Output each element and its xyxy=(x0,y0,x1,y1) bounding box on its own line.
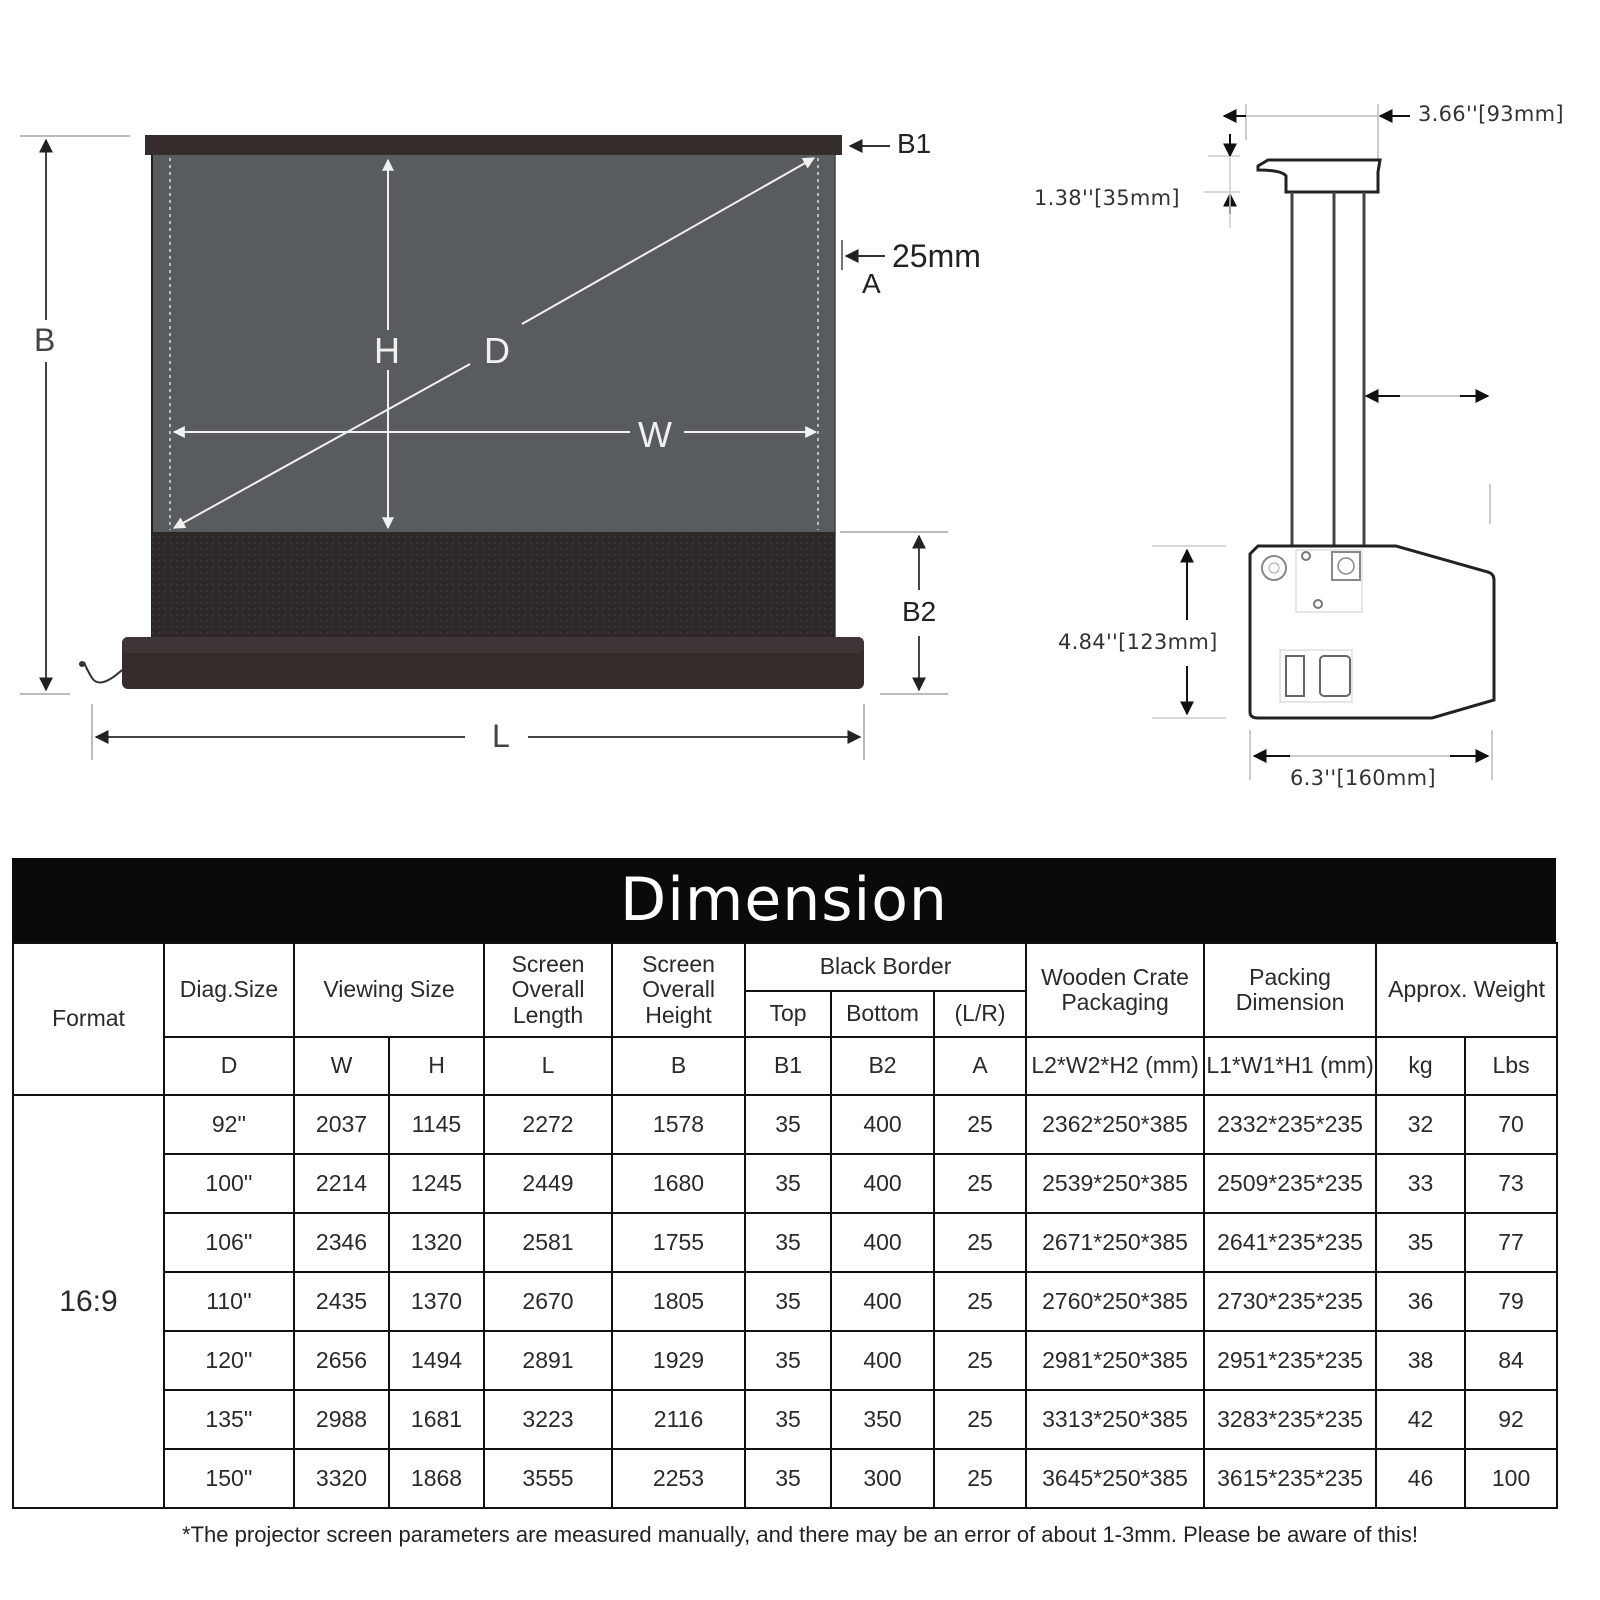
cell-d: 106'' xyxy=(164,1213,294,1272)
cell-b2: 400 xyxy=(831,1213,934,1272)
cell-b1: 35 xyxy=(745,1213,831,1272)
label-h: H xyxy=(374,330,400,371)
cell-packing: 2332*235*235 xyxy=(1204,1095,1376,1154)
subheader-w: W xyxy=(294,1037,389,1095)
cell-lbs: 79 xyxy=(1465,1272,1557,1331)
header-wooden-crate: Wooden Crate Packaging xyxy=(1026,943,1204,1037)
cell-h: 1494 xyxy=(389,1331,484,1390)
cell-b1: 35 xyxy=(745,1390,831,1449)
table-row xyxy=(13,1154,1557,1213)
cell-h: 1370 xyxy=(389,1272,484,1331)
subheader-h: H xyxy=(389,1037,484,1095)
cell-packing: 2951*235*235 xyxy=(1204,1331,1376,1390)
header-format: Format xyxy=(13,943,164,1095)
label-b2: B2 xyxy=(902,596,937,627)
cell-crate: 2539*250*385 xyxy=(1026,1154,1204,1213)
cell-a: 25 xyxy=(934,1154,1026,1213)
cell-kg: 33 xyxy=(1376,1154,1465,1213)
cell-b: 1755 xyxy=(612,1213,745,1272)
header-diag-size: Diag.Size xyxy=(164,943,294,1037)
cell-d: 110'' xyxy=(164,1272,294,1331)
cell-w: 3320 xyxy=(294,1449,389,1508)
cell-l: 2581 xyxy=(484,1213,612,1272)
subheader-crate: L2*W2*H2 (mm) xyxy=(1026,1037,1204,1095)
cell-w: 2214 xyxy=(294,1154,389,1213)
cell-b1: 35 xyxy=(745,1272,831,1331)
table-row xyxy=(13,1095,1557,1154)
cell-lbs: 84 xyxy=(1465,1331,1557,1390)
cell-b: 2253 xyxy=(612,1449,745,1508)
cell-l: 2891 xyxy=(484,1331,612,1390)
header-screen-overall-length: Screen Overall Length xyxy=(484,943,612,1037)
header-bottom: Bottom xyxy=(831,991,934,1037)
cell-l: 2449 xyxy=(484,1154,612,1213)
cell-crate: 2362*250*385 xyxy=(1026,1095,1204,1154)
cell-packing: 3615*235*235 xyxy=(1204,1449,1376,1508)
header-viewing-size: Viewing Size xyxy=(294,943,484,1037)
cell-w: 2656 xyxy=(294,1331,389,1390)
cell-w: 2346 xyxy=(294,1213,389,1272)
table-row xyxy=(13,1331,1557,1390)
subheader-l: L xyxy=(484,1037,612,1095)
footnote: *The projector screen parameters are measured manually, and there may be an error of about 1-3mm. Please be aware of this! xyxy=(182,1522,1418,1547)
cell-crate: 3313*250*385 xyxy=(1026,1390,1204,1449)
cell-b1: 35 xyxy=(745,1331,831,1390)
cell-w: 2435 xyxy=(294,1272,389,1331)
cell-b: 2116 xyxy=(612,1390,745,1449)
cell-packing: 2509*235*235 xyxy=(1204,1154,1376,1213)
cell-a: 25 xyxy=(934,1095,1026,1154)
header-black-border: Black Border xyxy=(745,943,1026,991)
cell-crate: 2981*250*385 xyxy=(1026,1331,1204,1390)
cell-kg: 35 xyxy=(1376,1213,1465,1272)
cell-lbs: 92 xyxy=(1465,1390,1557,1449)
cell-kg: 38 xyxy=(1376,1331,1465,1390)
cell-b1: 35 xyxy=(745,1095,831,1154)
cell-kg: 32 xyxy=(1376,1095,1465,1154)
front-view-diagram xyxy=(0,0,1010,800)
subheader-d: D xyxy=(164,1037,294,1095)
header-screen-overall-height: Screen Overall Height xyxy=(612,943,745,1037)
header-top: Top xyxy=(745,991,831,1037)
header-row-3 xyxy=(13,1037,1557,1095)
label-d: D xyxy=(484,330,510,371)
cell-a: 25 xyxy=(934,1449,1026,1508)
side-view-diagram xyxy=(1020,90,1600,810)
cell-b2: 400 xyxy=(831,1095,934,1154)
cell-l: 2272 xyxy=(484,1095,612,1154)
cell-b2: 400 xyxy=(831,1272,934,1331)
cell-packing: 2641*235*235 xyxy=(1204,1213,1376,1272)
header-row-1 xyxy=(13,943,1557,991)
label-top-height: 1.38''[35mm] xyxy=(1034,186,1180,210)
format-cell: 16:9 xyxy=(13,1095,164,1508)
subheader-a: A xyxy=(934,1037,1026,1095)
subheader-kg: kg xyxy=(1376,1037,1465,1095)
label-w: W xyxy=(638,414,672,455)
label-base-width: 6.3''[160mm] xyxy=(1290,766,1436,790)
cell-b: 1578 xyxy=(612,1095,745,1154)
cell-d: 100'' xyxy=(164,1154,294,1213)
cell-lbs: 73 xyxy=(1465,1154,1557,1213)
cell-lbs: 77 xyxy=(1465,1213,1557,1272)
dimension-table xyxy=(12,942,1558,1509)
cell-h: 1245 xyxy=(389,1154,484,1213)
cell-w: 2037 xyxy=(294,1095,389,1154)
label-b: B xyxy=(34,322,56,358)
cell-d: 135'' xyxy=(164,1390,294,1449)
cell-b2: 400 xyxy=(831,1331,934,1390)
cell-lbs: 70 xyxy=(1465,1095,1557,1154)
cell-d: 150'' xyxy=(164,1449,294,1508)
cell-lbs: 100 xyxy=(1465,1449,1557,1508)
cell-d: 92'' xyxy=(164,1095,294,1154)
table-row xyxy=(13,1272,1557,1331)
cell-h: 1868 xyxy=(389,1449,484,1508)
cell-a: 25 xyxy=(934,1272,1026,1331)
subheader-b1: B1 xyxy=(745,1037,831,1095)
cell-a: 25 xyxy=(934,1331,1026,1390)
subheader-b2: B2 xyxy=(831,1037,934,1095)
dimension-table-section xyxy=(12,858,1556,1509)
cell-kg: 46 xyxy=(1376,1449,1465,1508)
cell-w: 2988 xyxy=(294,1390,389,1449)
label-top-width: 3.66''[93mm] xyxy=(1418,102,1564,126)
cell-b1: 35 xyxy=(745,1154,831,1213)
cell-b: 1929 xyxy=(612,1331,745,1390)
cell-l: 3555 xyxy=(484,1449,612,1508)
table-row xyxy=(13,1390,1557,1449)
label-a-value: 25mm xyxy=(892,238,981,274)
label-l: L xyxy=(492,718,510,754)
cell-b2: 350 xyxy=(831,1390,934,1449)
cell-b: 1805 xyxy=(612,1272,745,1331)
table-row xyxy=(13,1213,1557,1272)
header-lr: (L/R) xyxy=(934,991,1026,1037)
cell-l: 3223 xyxy=(484,1390,612,1449)
table-title: Dimension xyxy=(12,858,1556,942)
label-b1: B1 xyxy=(897,128,932,159)
cell-b2: 400 xyxy=(831,1154,934,1213)
cell-packing: 2730*235*235 xyxy=(1204,1272,1376,1331)
cell-d: 120'' xyxy=(164,1331,294,1390)
cell-b: 1680 xyxy=(612,1154,745,1213)
label-a: A xyxy=(862,268,881,299)
header-approx-weight: Approx. Weight xyxy=(1376,943,1557,1037)
cell-h: 1145 xyxy=(389,1095,484,1154)
cell-h: 1320 xyxy=(389,1213,484,1272)
cell-b1: 35 xyxy=(745,1449,831,1508)
cell-crate: 2760*250*385 xyxy=(1026,1272,1204,1331)
cell-l: 2670 xyxy=(484,1272,612,1331)
header-packing-dimension: Packing Dimension xyxy=(1204,943,1376,1037)
cell-a: 25 xyxy=(934,1213,1026,1272)
subheader-lbs: Lbs xyxy=(1465,1037,1557,1095)
cell-a: 25 xyxy=(934,1390,1026,1449)
cell-crate: 2671*250*385 xyxy=(1026,1213,1204,1272)
cell-kg: 42 xyxy=(1376,1390,1465,1449)
table-row xyxy=(13,1449,1557,1508)
subheader-packing: L1*W1*H1 (mm) xyxy=(1204,1037,1376,1095)
cell-h: 1681 xyxy=(389,1390,484,1449)
cell-packing: 3283*235*235 xyxy=(1204,1390,1376,1449)
cell-kg: 36 xyxy=(1376,1272,1465,1331)
cell-b2: 300 xyxy=(831,1449,934,1508)
subheader-b: B xyxy=(612,1037,745,1095)
projector-screen-front-illustration xyxy=(0,0,1010,800)
label-base-height: 4.84''[123mm] xyxy=(1058,630,1218,654)
cell-crate: 3645*250*385 xyxy=(1026,1449,1204,1508)
